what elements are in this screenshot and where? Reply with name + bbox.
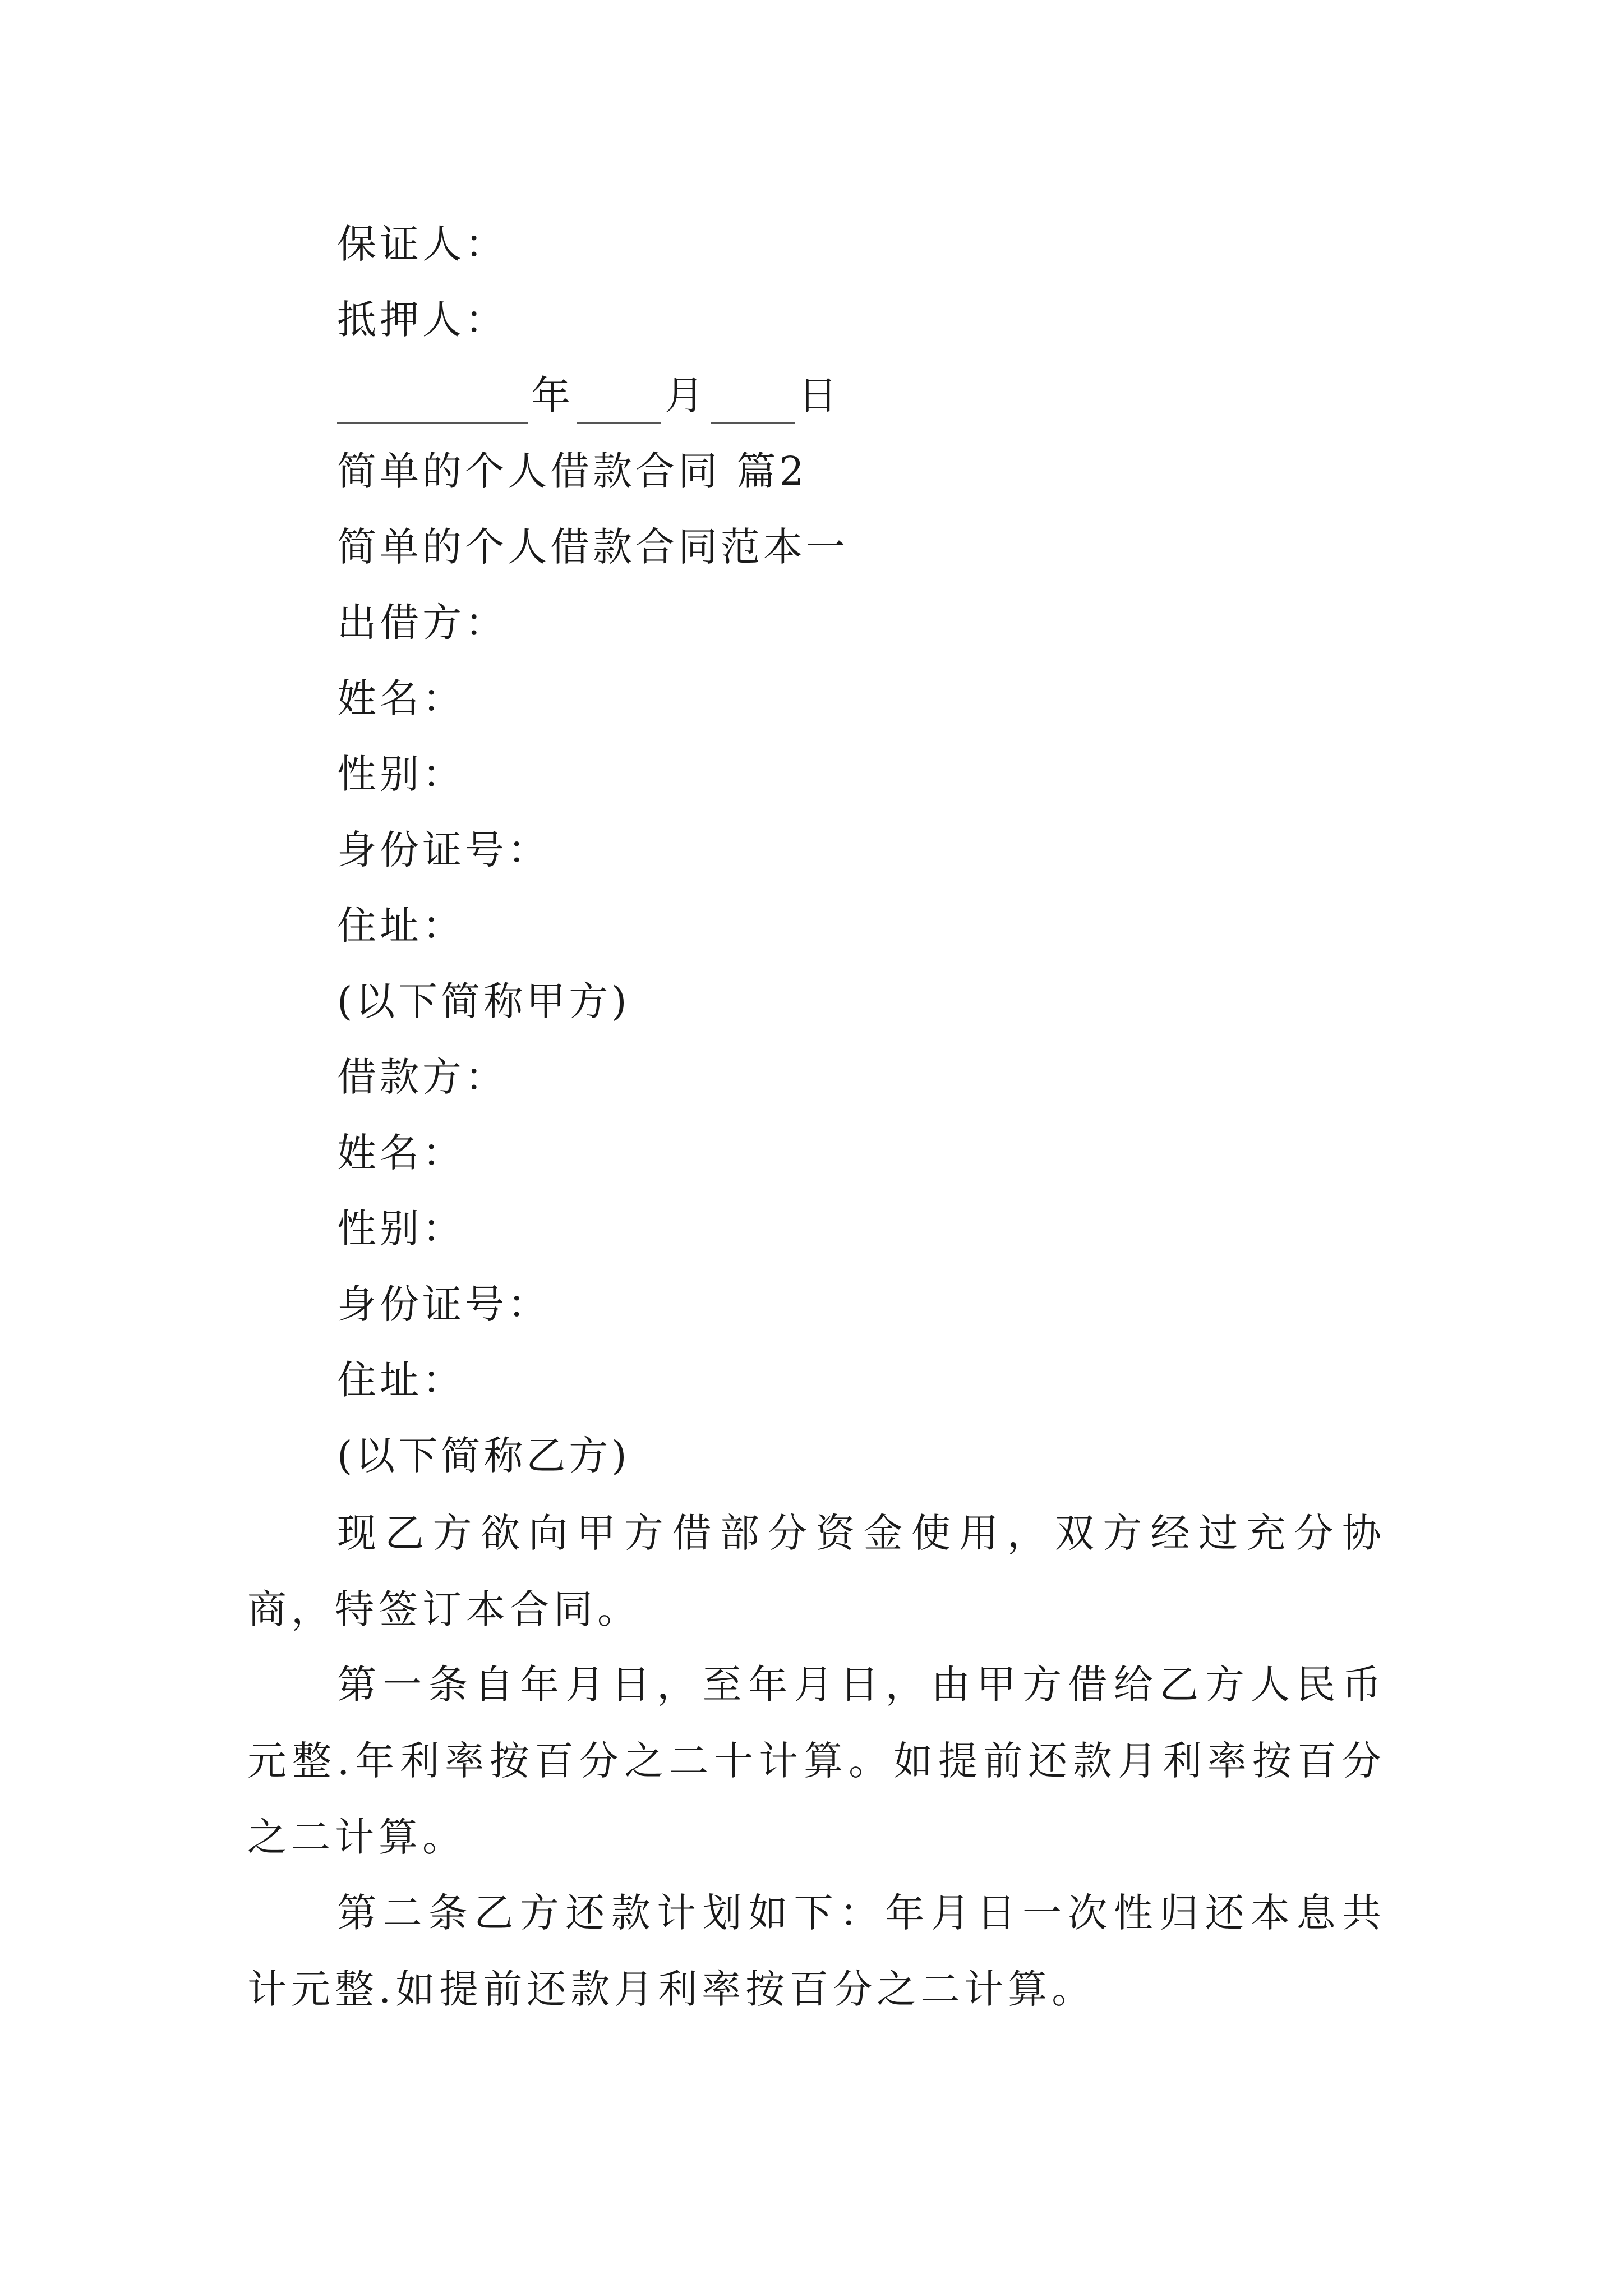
- guarantor-label: 保证人：: [337, 221, 508, 267]
- borrower-id: 身份证号：: [337, 1281, 550, 1327]
- lender-address: 住址：: [337, 903, 465, 949]
- section-subtitle: 简单的个人借款合同范本一: [337, 524, 849, 570]
- borrower-alias: (以下简称乙方): [337, 1433, 630, 1479]
- borrower-address: 住址：: [337, 1357, 465, 1403]
- section-title: 简单的个人借款合同 篇2: [337, 448, 808, 494]
- lender-gender: 性别：: [337, 751, 465, 797]
- year-blank: [337, 383, 528, 424]
- paragraph-article-1: 第一条自年月日，至年月日，由甲方借给乙方人民币元整.年利率按百分之二十计算。如提前还款月利率按百分之二计算。: [247, 1662, 1386, 1860]
- mortgagor-label: 抵押人：: [337, 297, 508, 343]
- borrower-name: 姓名：: [337, 1130, 465, 1176]
- borrower-heading: 借款方：: [337, 1054, 508, 1100]
- month-label: 月: [665, 372, 707, 418]
- paragraph-article-2: 第二条乙方还款计划如下：年月日一次性归还本息共计元整.如提前还款月利率按百分之二计算。: [247, 1890, 1386, 2012]
- borrower-gender: 性别：: [337, 1205, 465, 1251]
- lender-name: 姓名：: [337, 675, 465, 721]
- day-blank: [711, 383, 795, 424]
- lender-id: 身份证号：: [337, 827, 550, 873]
- day-label: 日: [798, 372, 841, 418]
- lender-alias: (以下简称甲方): [337, 978, 630, 1024]
- date-line: [337, 367, 844, 424]
- paragraph-intro: 现乙方欲向甲方借部分资金使用，双方经过充分协商，特签订本合同。: [247, 1510, 1386, 1632]
- lender-heading: 出借方：: [337, 600, 508, 646]
- year-label: 年: [531, 372, 574, 418]
- month-blank: [577, 383, 661, 424]
